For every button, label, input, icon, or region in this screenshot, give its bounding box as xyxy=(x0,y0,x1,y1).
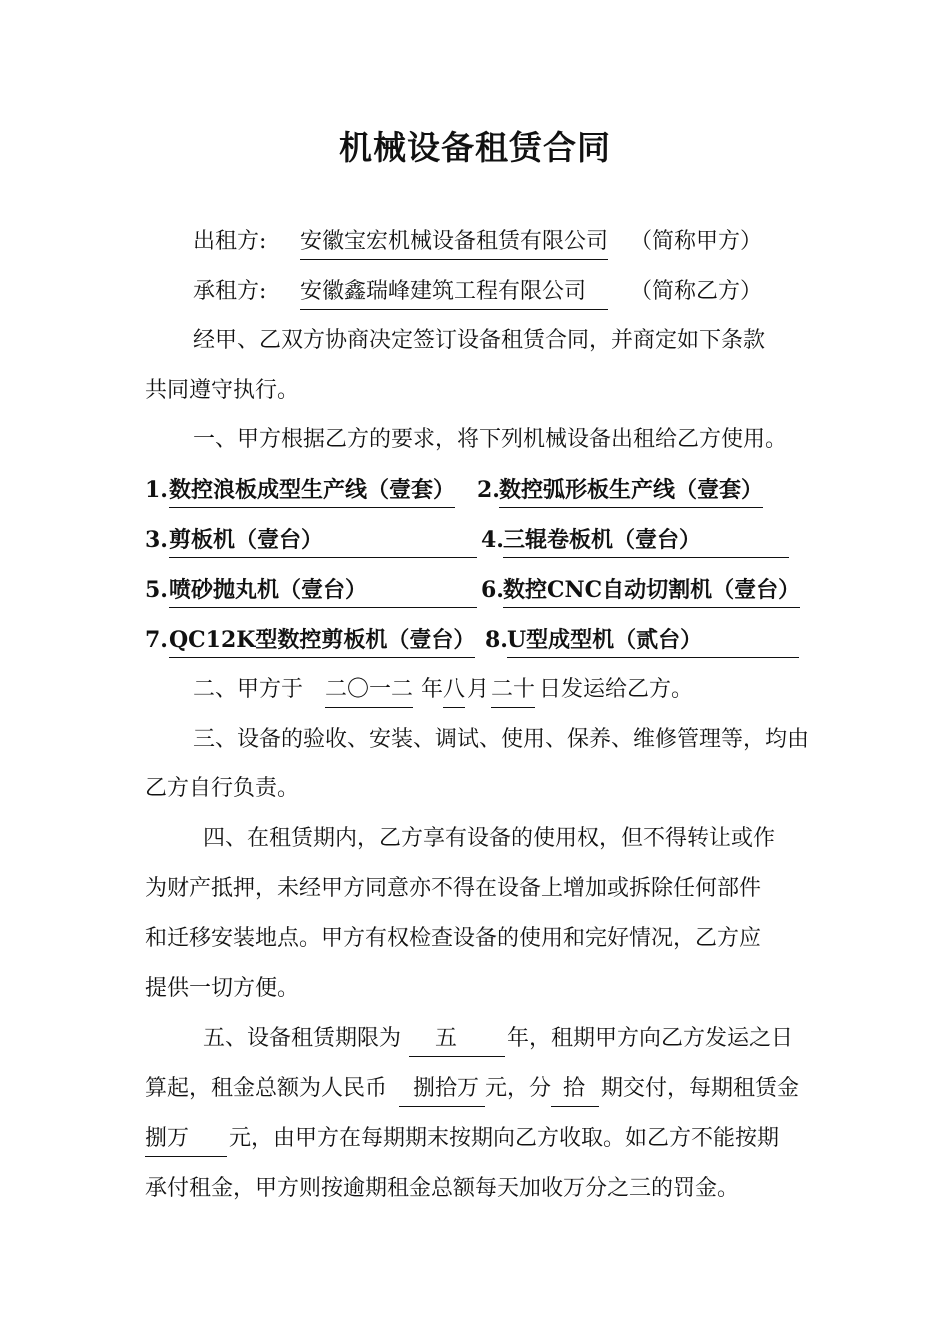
equipment-2-num: 2. xyxy=(477,477,500,503)
intro-text-1: 经甲、乙双方协商决定签订设备租赁合同，并商定如下条款 xyxy=(193,328,766,353)
lease-term: 五 xyxy=(409,1023,505,1057)
clause-2-suffix: 日发运给乙方。 xyxy=(539,677,694,702)
clause-3-text-1: 三、设备的验收、安装、调试、使用、保养、维修管理等，均由 xyxy=(193,727,810,752)
equipment-8-num: 8. xyxy=(485,627,508,653)
clause-5-text-c: 算起，租金总额为人民币 xyxy=(145,1076,388,1101)
clause-4-text-2: 为财产抵押，未经甲方同意亦不得在设备上增加或拆除任何部件 xyxy=(145,876,762,901)
clause-5-text-g: 承付租金，甲方则按逾期租金总额每天加收万分之三的罚金。 xyxy=(145,1176,740,1201)
installment-amount: 捌万 xyxy=(145,1123,227,1157)
equipment-4-name: 三辊卷板机（壹台） xyxy=(503,524,789,558)
year-unit: 年 xyxy=(421,677,444,702)
equipment-7-num: 7. xyxy=(145,627,168,653)
equipment-7-name: QC12K型数控剪板机（壹台） xyxy=(169,624,475,658)
equipment-5-name: 喷砂抛丸机（壹台） xyxy=(169,574,477,608)
lessor-note: （简称甲方） xyxy=(630,229,763,254)
month-unit: 月 xyxy=(467,677,490,702)
equipment-1-name: 数控浪板成型生产线（壹套） xyxy=(169,474,455,508)
clause-5-text-e: 期交付，每期租赁金 xyxy=(601,1076,800,1101)
equipment-3-num: 3. xyxy=(145,527,168,553)
clause-2-prefix: 二、甲方于 xyxy=(193,677,304,702)
document-title: 机械设备租赁合同 xyxy=(339,128,611,167)
lessor-name: 安徽宝宏机械设备租赁有限公司 xyxy=(300,226,608,260)
delivery-month: 八 xyxy=(443,674,465,708)
lessee-label: 承租方: xyxy=(193,279,267,304)
total-rent: 捌拾万 xyxy=(399,1073,485,1107)
delivery-year: 二〇一二 xyxy=(325,674,413,708)
clause-5-text-f: 元，由甲方在每期期末按期向乙方收取。如乙方不能按期 xyxy=(229,1126,780,1151)
equipment-4-num: 4. xyxy=(481,527,504,553)
equipment-3-name: 剪板机（壹台） xyxy=(169,524,477,558)
clause-3-text-2: 乙方自行负责。 xyxy=(145,776,300,801)
clause-5-text-d: 元，分 xyxy=(485,1076,552,1101)
intro-text-2: 共同遵守执行。 xyxy=(145,378,300,403)
lessor-label: 出租方: xyxy=(193,229,267,254)
clause-5-text-a: 五、设备租赁期限为 xyxy=(203,1026,402,1051)
installment-count: 拾 xyxy=(551,1073,599,1107)
clause-4-text-3: 和迁移安装地点。甲方有权检查设备的使用和完好情况，乙方应 xyxy=(145,926,762,951)
equipment-1-num: 1. xyxy=(145,477,168,503)
equipment-5-num: 5. xyxy=(145,577,168,603)
lessee-note: （简称乙方） xyxy=(630,279,763,304)
lessee-name: 安徽鑫瑞峰建筑工程有限公司 xyxy=(300,276,608,310)
equipment-8-name: U型成型机（贰台） xyxy=(507,624,799,658)
equipment-2-name: 数控弧形板生产线（壹套） xyxy=(499,474,763,508)
clause-4-text-1: 四、在租赁期内，乙方享有设备的使用权，但不得转让或作 xyxy=(203,826,776,851)
clause-4-text-4: 提供一切方便。 xyxy=(145,976,300,1001)
equipment-6-num: 6. xyxy=(481,577,504,603)
equipment-6-name: 数控CNC自动切割机（壹台） xyxy=(503,574,800,608)
delivery-day: 二十 xyxy=(491,674,535,708)
clause-5-text-b: 年，租期甲方向乙方发运之日 xyxy=(507,1026,794,1051)
clause-1-text: 一、甲方根据乙方的要求，将下列机械设备出租给乙方使用。 xyxy=(193,427,788,452)
